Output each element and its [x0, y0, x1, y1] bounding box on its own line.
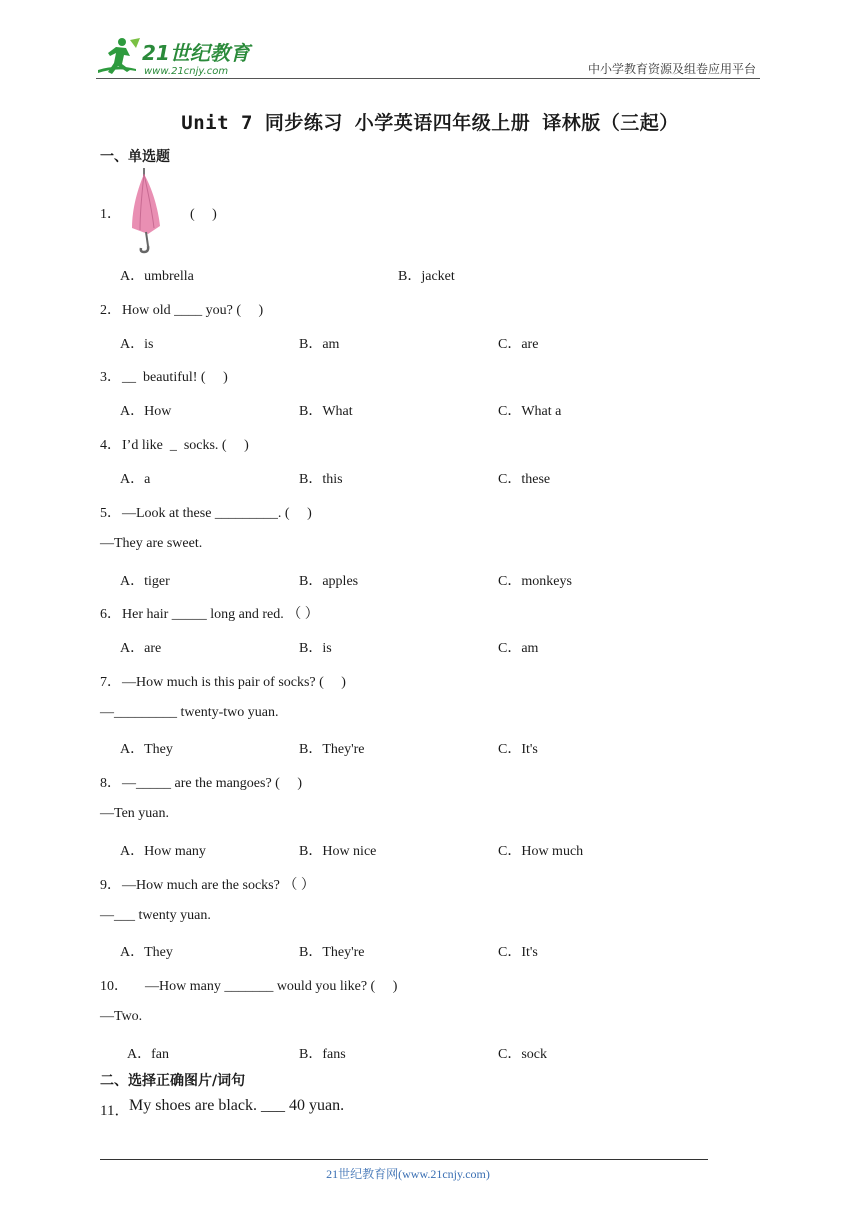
q7-option-c[interactable]: C．It's — [498, 742, 538, 757]
q10-option-b[interactable]: B．fans — [299, 1047, 346, 1062]
q5-option-b[interactable]: B．apples — [299, 574, 359, 589]
q2-option-a[interactable]: A．is — [120, 337, 154, 352]
question-1-number: 1． — [100, 207, 121, 222]
question-11-number: 11． — [100, 1103, 130, 1119]
question-2-stem: How old ____ you? ( ) — [122, 303, 264, 318]
q9-option-a[interactable]: A．They — [120, 945, 173, 960]
header-platform-text: 中小学教育资源及组卷应用平台 — [587, 62, 756, 76]
document-title: Unit 7 同步练习 小学英语四年级上册 译林版（三起） — [181, 112, 679, 134]
question-11-stem: My shoes are black. ___ 40 yuan. — [129, 1097, 345, 1114]
question-10-stem: —How many _______ would you like? ( ) — [145, 979, 398, 994]
umbrella-image — [124, 168, 172, 256]
question-7-number: 7． — [100, 675, 121, 690]
question-8-answer-line: —Ten yuan. — [100, 806, 170, 821]
question-2-number: 2． — [100, 303, 121, 318]
q3-option-b[interactable]: B．What — [299, 404, 353, 419]
section-2-heading: 二、选择正确图片/词句 — [100, 1073, 246, 1089]
question-7-stem: —How much is this pair of socks? ( ) — [122, 675, 346, 690]
q4-option-a[interactable]: A．a — [120, 472, 151, 487]
question-3-number: 3． — [100, 370, 121, 385]
footer-divider — [100, 1159, 708, 1160]
question-10-answer-line: —Two. — [100, 1009, 143, 1024]
q3-option-c[interactable]: C．What a — [498, 404, 562, 419]
question-4-stem: I’d like _ socks. ( ) — [122, 438, 249, 453]
q6-option-b[interactable]: B．is — [299, 641, 332, 656]
question-5-stem: —Look at these _________. ( ) — [122, 506, 312, 521]
question-4-number: 4． — [100, 438, 121, 453]
q9-option-c[interactable]: C．It's — [498, 945, 538, 960]
site-logo — [96, 36, 266, 80]
question-8-number: 8． — [100, 776, 121, 791]
q9-option-b[interactable]: B．They're — [299, 945, 365, 960]
question-6-number: 6． — [100, 607, 121, 622]
q7-option-a[interactable]: A．They — [120, 742, 173, 757]
q7-option-b[interactable]: B．They're — [299, 742, 365, 757]
q1-option-b[interactable]: B．jacket — [398, 269, 455, 284]
q10-option-a[interactable]: A．fan — [127, 1047, 169, 1062]
q6-option-c[interactable]: C．am — [498, 641, 539, 656]
question-9-answer-line: —___ twenty yuan. — [100, 908, 211, 923]
question-10-number: 10． — [100, 979, 128, 994]
q2-option-b[interactable]: B．am — [299, 337, 340, 352]
footer-link[interactable]: 21世纪教育网(www.21cnjy.com) — [326, 1167, 490, 1181]
question-5-answer-line: —They are sweet. — [100, 536, 203, 551]
q3-option-a[interactable]: A．How — [120, 404, 172, 419]
q8-option-b[interactable]: B．How nice — [299, 844, 377, 859]
q5-option-c[interactable]: C．monkeys — [498, 574, 572, 589]
question-7-answer-line: —_________ twenty-two yuan. — [100, 705, 279, 720]
question-3-stem: __ beautiful! ( ) — [122, 370, 228, 385]
question-5-number: 5． — [100, 506, 121, 521]
question-9-number: 9． — [100, 878, 121, 893]
q2-option-c[interactable]: C．are — [498, 337, 539, 352]
question-9-stem: —How much are the socks? （ ） — [122, 878, 315, 893]
section-1-heading: 一、单选题 — [100, 149, 170, 165]
q6-option-a[interactable]: A．are — [120, 641, 162, 656]
logo-text: 21世纪教育 — [142, 41, 250, 65]
question-8-stem: —_____ are the mangoes? ( ) — [122, 776, 302, 791]
q10-option-c[interactable]: C．sock — [498, 1047, 547, 1062]
header-divider — [96, 78, 760, 79]
q4-option-c[interactable]: C．these — [498, 472, 551, 487]
q8-option-c[interactable]: C．How much — [498, 844, 584, 859]
question-6-stem: Her hair _____ long and red. （ ） — [122, 607, 319, 622]
q1-option-a[interactable]: A．umbrella — [120, 269, 194, 284]
logo-url: www.21cnjy.com — [144, 66, 229, 77]
q5-option-a[interactable]: A．tiger — [120, 574, 170, 589]
q8-option-a[interactable]: A．How many — [120, 844, 206, 859]
q4-option-b[interactable]: B．this — [299, 472, 343, 487]
question-1-stem: ( ) — [190, 207, 217, 222]
